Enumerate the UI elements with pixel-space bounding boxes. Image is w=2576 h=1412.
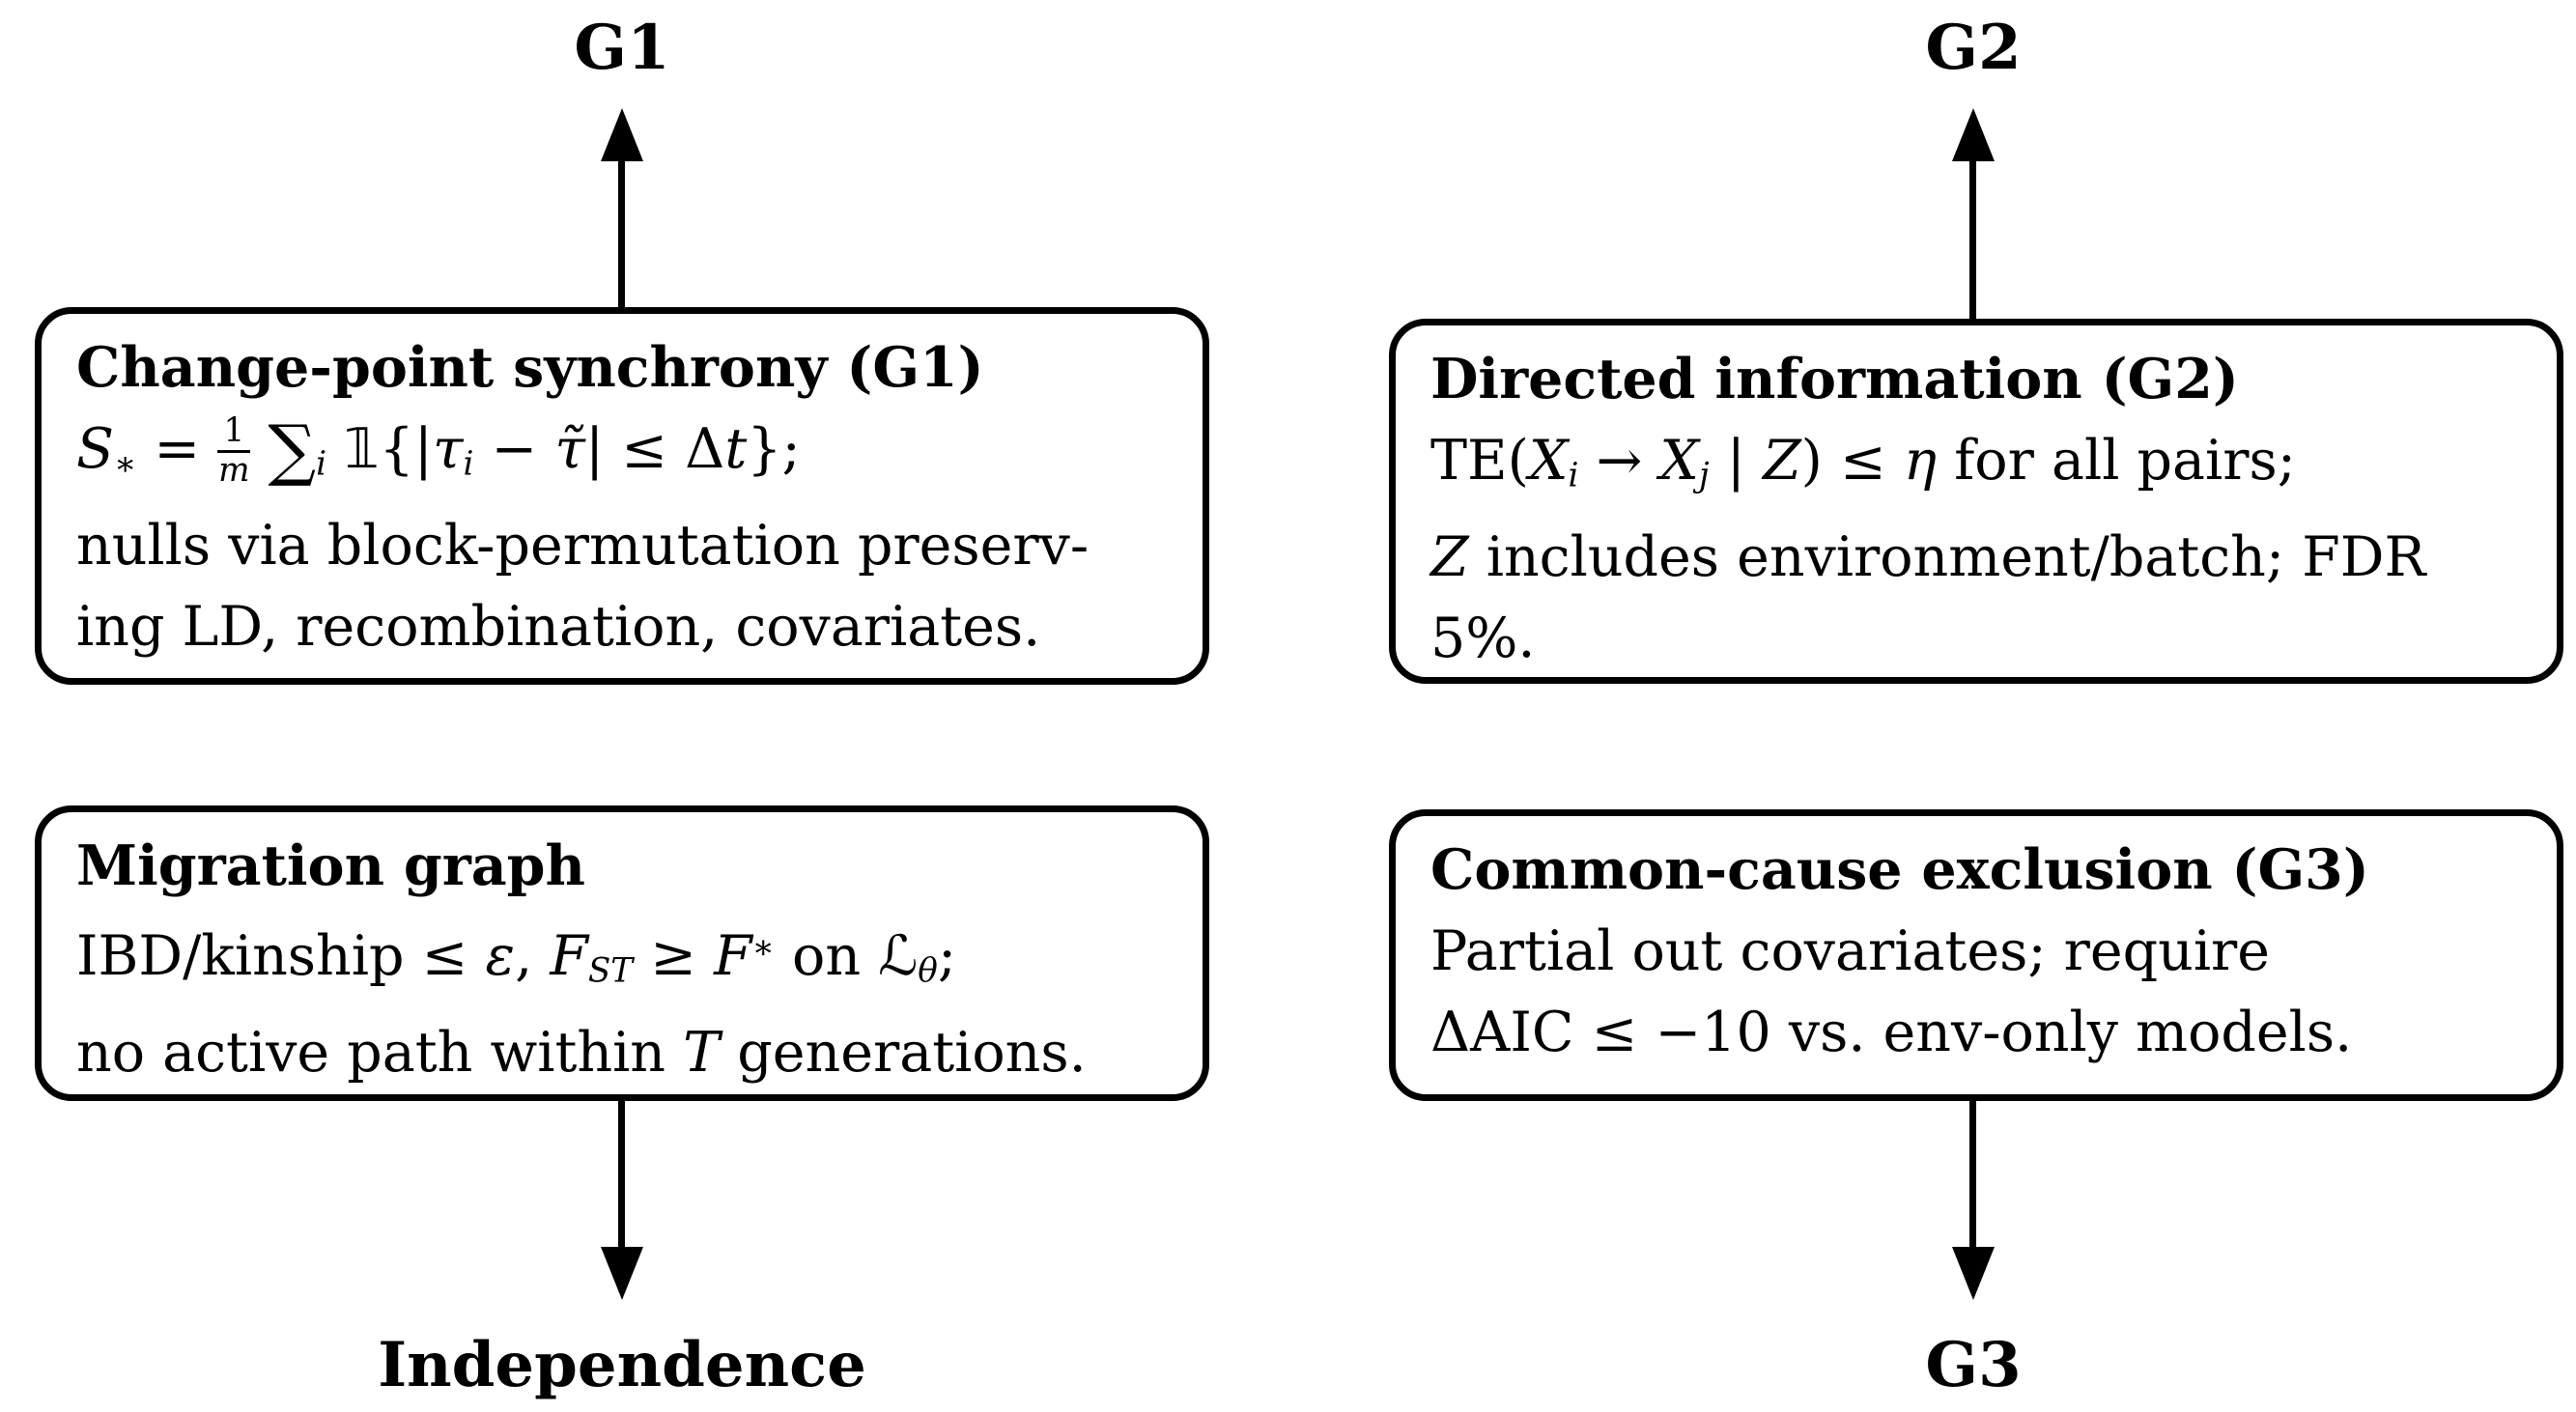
- text-line: 5%.: [1430, 606, 1536, 670]
- arrowhead-down-icon: [1952, 1247, 1995, 1300]
- text-line: no active path within T generations.: [76, 1020, 1087, 1085]
- box-directed-information: [1389, 319, 2563, 684]
- arrow-shaft: [618, 1101, 625, 1251]
- label-independence: Independence: [378, 1329, 866, 1401]
- box-migration-graph: [35, 805, 1209, 1101]
- box-title: Migration graph: [76, 833, 585, 898]
- label-g1: G1: [574, 12, 670, 84]
- box-title: Directed information (G2): [1430, 347, 2239, 411]
- box-common-cause-exclusion: [1389, 809, 2563, 1101]
- box-title: Common-cause exclusion (G3): [1430, 837, 2369, 902]
- arrowhead-down-icon: [601, 1247, 643, 1300]
- math-line: ΔAIC ≤ −10 vs. env-only models.: [1430, 1001, 2353, 1064]
- text-line: Z includes environment/batch; FDR: [1430, 524, 2426, 589]
- arrow-shaft: [1969, 155, 1976, 319]
- math-line: S∗ = $\frac{1}{m}$ ∑i 𝟙{|τi − τ̃| ≤ Δt};: [76, 410, 801, 491]
- box-change-point-synchrony: [35, 307, 1209, 685]
- math-line: IBD/kinship ≤ ε, FST ≥ F∗ on ℒθ;: [76, 924, 957, 991]
- label-g3: G3: [1925, 1329, 2022, 1401]
- box-title: Change-point synchrony (G1): [76, 335, 984, 400]
- math-line: TE(Xi → Xj | Z) ≤ η for all pairs;: [1430, 429, 2296, 495]
- text-line: Partial out covariates; require: [1430, 919, 2271, 983]
- arrow-shaft: [1969, 1101, 1976, 1251]
- arrow-shaft: [618, 155, 625, 307]
- text-line: ing LD, recombination, covariates.: [76, 594, 1041, 659]
- text-line: nulls via block-permutation preserv-: [76, 513, 1090, 578]
- label-g2: G2: [1925, 12, 2022, 84]
- arrowhead-up-icon: [601, 108, 643, 161]
- arrowhead-up-icon: [1952, 108, 1995, 161]
